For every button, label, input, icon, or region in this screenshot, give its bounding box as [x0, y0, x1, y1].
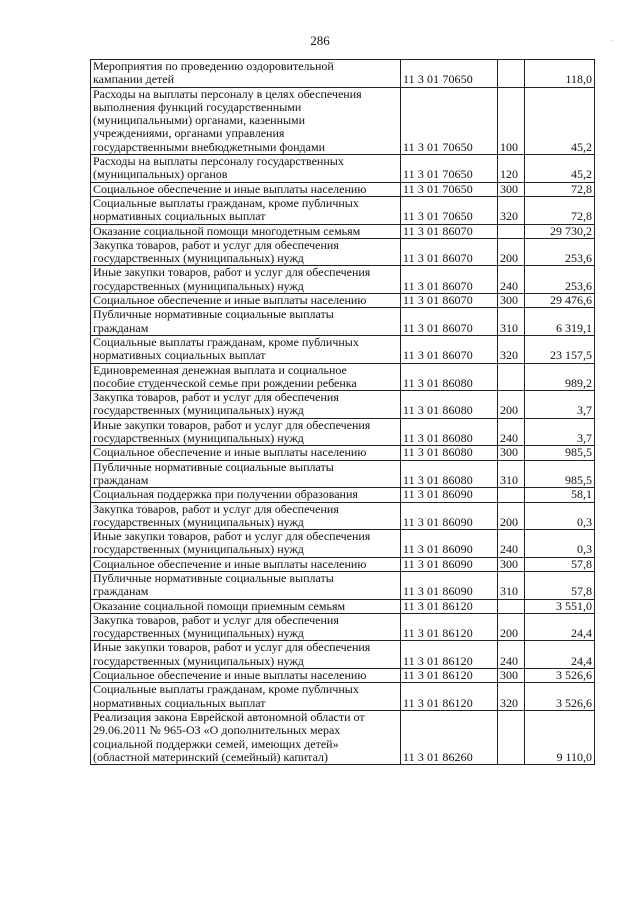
- row-expense-type: [498, 599, 525, 613]
- row-description: Социальные выплаты гражданам, кроме публичных нормативных социальных выплат: [91, 335, 401, 363]
- budget-table-body: [91, 60, 595, 765]
- row-target-code: 11 3 01 86070: [401, 308, 498, 336]
- table-row: [91, 613, 595, 641]
- row-expense-type: 300: [498, 446, 525, 460]
- table-row: [91, 363, 595, 391]
- row-target-code: 11 3 01 86070: [401, 294, 498, 308]
- row-description: Социальное обеспечение и иные выплаты населению: [91, 446, 401, 460]
- row-target-code: 11 3 01 70650: [401, 182, 498, 196]
- table-row: [91, 294, 595, 308]
- row-target-code: 11 3 01 86090: [401, 571, 498, 599]
- row-description: Оказание социальной помощи приемным семьям: [91, 599, 401, 613]
- row-target-code: 11 3 01 70650: [401, 60, 498, 88]
- row-amount: 6 319,1: [525, 308, 595, 336]
- row-amount: 253,6: [525, 266, 595, 294]
- table-row: [91, 391, 595, 419]
- table-row: [91, 182, 595, 196]
- row-amount: 45,2: [525, 155, 595, 183]
- row-description: Расходы на выплаты персоналу государственных (муниципальных) органов: [91, 155, 401, 183]
- table-row: [91, 557, 595, 571]
- row-target-code: 11 3 01 70650: [401, 196, 498, 224]
- row-target-code: 11 3 01 86080: [401, 391, 498, 419]
- row-expense-type: 300: [498, 182, 525, 196]
- table-row: [91, 446, 595, 460]
- table-row: [91, 669, 595, 683]
- row-description: Социальные выплаты гражданам, кроме публичных нормативных социальных выплат: [91, 196, 401, 224]
- row-target-code: 11 3 01 70650: [401, 155, 498, 183]
- row-amount: 3,7: [525, 418, 595, 446]
- row-amount: 985,5: [525, 446, 595, 460]
- row-expense-type: 320: [498, 196, 525, 224]
- table-row: [91, 308, 595, 336]
- row-amount: 23 157,5: [525, 335, 595, 363]
- row-description: Публичные нормативные социальные выплаты гражданам: [91, 460, 401, 488]
- row-description: Социальное обеспечение и иные выплаты населению: [91, 557, 401, 571]
- row-description: Единовременная денежная выплата и социальное пособие студенческой семье при рождении ребенка: [91, 363, 401, 391]
- row-expense-type: [498, 488, 525, 502]
- row-target-code: 11 3 01 86120: [401, 669, 498, 683]
- row-target-code: 11 3 01 86090: [401, 557, 498, 571]
- row-amount: 58,1: [525, 488, 595, 502]
- row-expense-type: 240: [498, 266, 525, 294]
- table-row: [91, 266, 595, 294]
- row-description: Публичные нормативные социальные выплаты гражданам: [91, 571, 401, 599]
- row-amount: 3 551,0: [525, 599, 595, 613]
- row-target-code: 11 3 01 86070: [401, 224, 498, 238]
- page-number: 286: [310, 33, 330, 48]
- row-expense-type: 300: [498, 669, 525, 683]
- row-amount: 3 526,6: [525, 683, 595, 711]
- row-amount: 29 476,6: [525, 294, 595, 308]
- row-description: Иные закупки товаров, работ и услуг для обеспечения государственных (муниципальных) нужд: [91, 266, 401, 294]
- table-row: [91, 530, 595, 558]
- row-amount: 3 526,6: [525, 669, 595, 683]
- row-expense-type: 200: [498, 238, 525, 266]
- row-description: Публичные нормативные социальные выплаты гражданам: [91, 308, 401, 336]
- row-expense-type: 310: [498, 571, 525, 599]
- row-amount: 72,8: [525, 182, 595, 196]
- row-expense-type: 300: [498, 294, 525, 308]
- row-target-code: 11 3 01 86080: [401, 363, 498, 391]
- row-description: Закупка товаров, работ и услуг для обеспечения государственных (муниципальных) нужд: [91, 391, 401, 419]
- table-row: [91, 460, 595, 488]
- row-expense-type: [498, 224, 525, 238]
- row-expense-type: [498, 60, 525, 88]
- row-description: Социальное обеспечение и иные выплаты населению: [91, 182, 401, 196]
- row-amount: 989,2: [525, 363, 595, 391]
- row-description: Закупка товаров, работ и услуг для обеспечения государственных (муниципальных) нужд: [91, 613, 401, 641]
- row-target-code: 11 3 01 86090: [401, 502, 498, 530]
- row-expense-type: 310: [498, 460, 525, 488]
- row-description: Закупка товаров, работ и услуг для обеспечения государственных (муниципальных) нужд: [91, 238, 401, 266]
- row-expense-type: [498, 363, 525, 391]
- row-expense-type: 200: [498, 613, 525, 641]
- table-row: [91, 335, 595, 363]
- row-description: Социальное обеспечение и иные выплаты населению: [91, 294, 401, 308]
- row-target-code: 11 3 01 86120: [401, 683, 498, 711]
- row-target-code: 11 3 01 86070: [401, 266, 498, 294]
- row-description: Реализация закона Еврейской автономной области от 29.06.2011 № 965-ОЗ «О дополнительных мерах социальной поддержки семей, имеющих детей» (областной материнский (семейный) капитал): [91, 710, 401, 764]
- row-description: Иные закупки товаров, работ и услуг для обеспечения государственных (муниципальных) нужд: [91, 418, 401, 446]
- row-description: Социальные выплаты гражданам, кроме публичных нормативных социальных выплат: [91, 683, 401, 711]
- row-expense-type: 310: [498, 308, 525, 336]
- row-amount: 0,3: [525, 502, 595, 530]
- row-description: Закупка товаров, работ и услуг для обеспечения государственных (муниципальных) нужд: [91, 502, 401, 530]
- row-amount: 29 730,2: [525, 224, 595, 238]
- row-target-code: 11 3 01 86120: [401, 641, 498, 669]
- row-target-code: 11 3 01 86120: [401, 613, 498, 641]
- row-description: Иные закупки товаров, работ и услуг для обеспечения государственных (муниципальных) нужд: [91, 641, 401, 669]
- row-target-code: 11 3 01 86260: [401, 710, 498, 764]
- row-expense-type: 240: [498, 641, 525, 669]
- table-row: [91, 488, 595, 502]
- row-amount: 57,8: [525, 557, 595, 571]
- row-target-code: 11 3 01 86120: [401, 599, 498, 613]
- row-target-code: 11 3 01 70650: [401, 87, 498, 154]
- row-description: Иные закупки товаров, работ и услуг для обеспечения государственных (муниципальных) нужд: [91, 530, 401, 558]
- row-target-code: 11 3 01 86070: [401, 238, 498, 266]
- row-expense-type: 100: [498, 87, 525, 154]
- row-amount: 45,2: [525, 87, 595, 154]
- row-target-code: 11 3 01 86080: [401, 446, 498, 460]
- row-description: Социальное обеспечение и иные выплаты населению: [91, 669, 401, 683]
- table-row: [91, 571, 595, 599]
- row-target-code: 11 3 01 86080: [401, 418, 498, 446]
- table-row: [91, 710, 595, 764]
- row-expense-type: 320: [498, 335, 525, 363]
- row-target-code: 11 3 01 86070: [401, 335, 498, 363]
- row-description: Мероприятия по проведению оздоровительной кампании детей: [91, 60, 401, 88]
- table-row: [91, 196, 595, 224]
- table-row: [91, 60, 595, 88]
- scan-speck: [612, 40, 613, 41]
- table-row: [91, 599, 595, 613]
- row-amount: 24,4: [525, 641, 595, 669]
- row-expense-type: 200: [498, 502, 525, 530]
- row-amount: 985,5: [525, 460, 595, 488]
- row-amount: 72,8: [525, 196, 595, 224]
- row-expense-type: 240: [498, 530, 525, 558]
- row-description: Расходы на выплаты персоналу в целях обеспечения выполнения функций государственными (муниципальными) органами, казенными учреждениями, органами управления государственными внебюджетными фондами: [91, 87, 401, 154]
- row-expense-type: 320: [498, 683, 525, 711]
- row-description: Социальная поддержка при получении образования: [91, 488, 401, 502]
- row-amount: 0,3: [525, 530, 595, 558]
- row-target-code: 11 3 01 86080: [401, 460, 498, 488]
- row-expense-type: [498, 710, 525, 764]
- row-expense-type: 300: [498, 557, 525, 571]
- table-row: [91, 87, 595, 154]
- row-expense-type: 200: [498, 391, 525, 419]
- row-amount: 24,4: [525, 613, 595, 641]
- table-row: [91, 224, 595, 238]
- row-amount: 57,8: [525, 571, 595, 599]
- row-amount: 118,0: [525, 60, 595, 88]
- table-row: [91, 418, 595, 446]
- table-row: [91, 155, 595, 183]
- row-expense-type: 240: [498, 418, 525, 446]
- row-amount: 3,7: [525, 391, 595, 419]
- table-row: [91, 641, 595, 669]
- budget-table: [90, 59, 595, 765]
- row-amount: 253,6: [525, 238, 595, 266]
- row-target-code: 11 3 01 86090: [401, 488, 498, 502]
- row-amount: 9 110,0: [525, 710, 595, 764]
- table-row: [91, 238, 595, 266]
- row-target-code: 11 3 01 86090: [401, 530, 498, 558]
- table-row: [91, 502, 595, 530]
- table-row: [91, 683, 595, 711]
- row-expense-type: 120: [498, 155, 525, 183]
- row-description: Оказание социальной помощи многодетным семьям: [91, 224, 401, 238]
